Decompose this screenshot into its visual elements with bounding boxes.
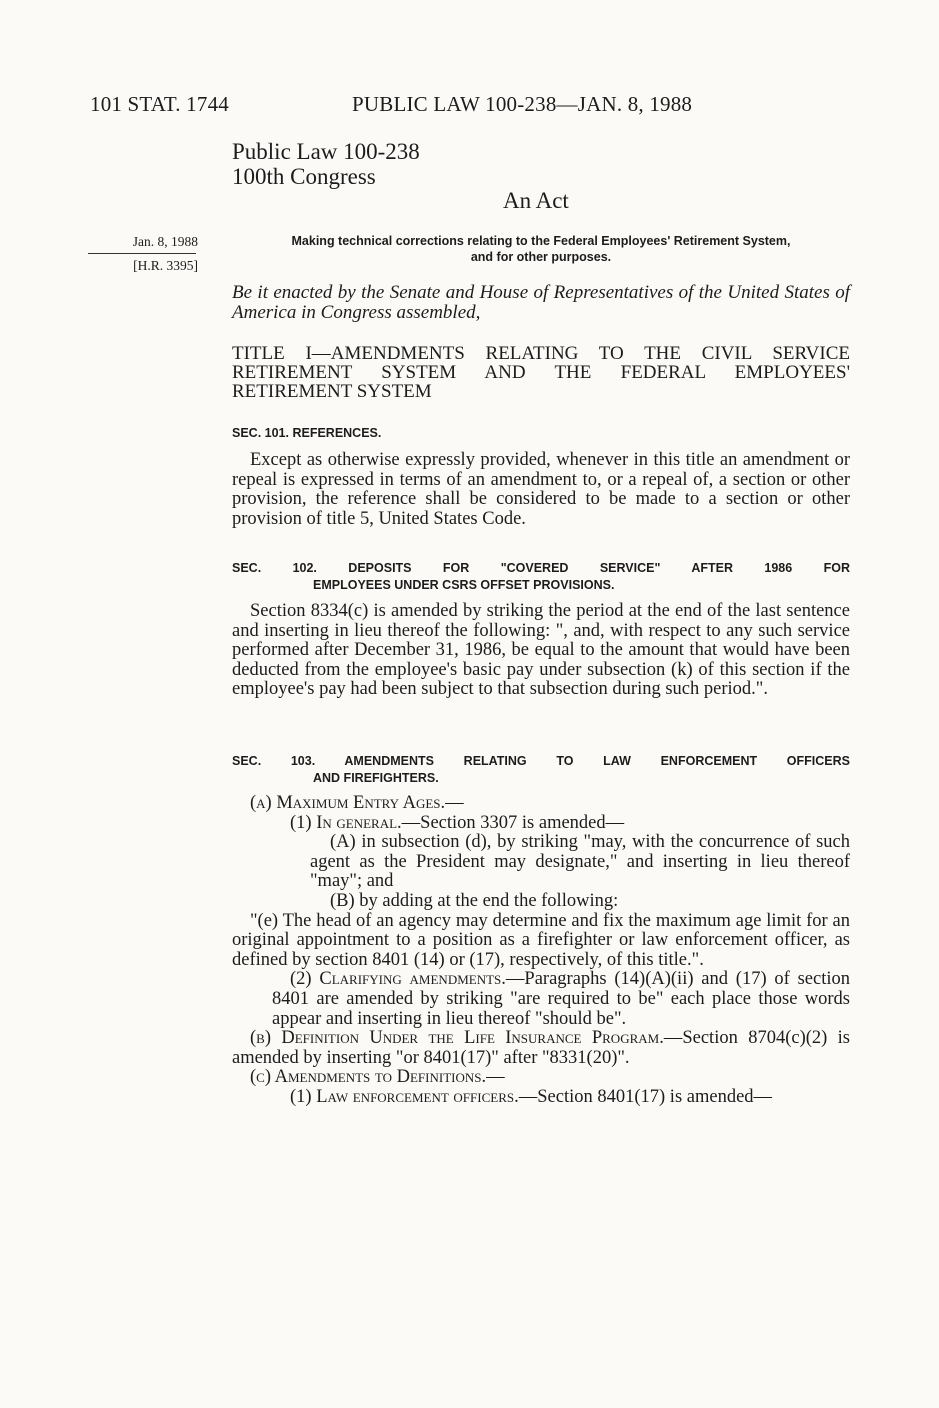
enacting-clause: Be it enacted by the Senate and House of Representatives of the United States of America in Congress assembled, — [232, 282, 850, 323]
enactment-date: Jan. 8, 1988 — [132, 234, 198, 249]
section-102 — [232, 560, 850, 700]
margin-rule — [88, 253, 196, 254]
paragraph-c1-text: —Section 8401(17) is amended— — [518, 1086, 773, 1107]
paragraph-a2 — [232, 970, 850, 1029]
running-head-title: PUBLIC LAW 100-238—JAN. 8, 1988 — [352, 92, 693, 116]
bill-number: [H.R. 3395] — [133, 258, 198, 273]
paragraph-a1 — [232, 814, 850, 834]
subsection-b-text: —Section 8704(c)(2) is amended by inserting "or 8401(17)" after "8331(20)". — [232, 1028, 851, 1068]
section-103-heading-line-1: SEC. 103. AMENDMENTS RELATING TO LAW ENFORCEMENT OFFICERS — [232, 754, 850, 768]
paragraph-c1 — [232, 1088, 850, 1108]
statute-page-number: 101 STAT. 1744 — [90, 92, 229, 116]
section-102-text: Section 8334(c) is amended by striking the period at the end of the last sentence and inserting in lieu thereof the following: ", and, with respect to any such service performed after December 31, 1986, be equal to the amount that would have been deducted from the employee's basic pay under subsection (k) of this section if the employee's pay had been subject to that subsection during such period.". — [232, 601, 850, 700]
section-103-heading-line-2: AND FIREFIGHTERS. — [313, 771, 439, 785]
section-101-heading: SEC. 101. REFERENCES. — [232, 426, 382, 440]
section-101 — [232, 425, 850, 529]
paragraph-a2-text: —Paragraphs (14)(A)(ii) and (17) of section 8401 are amended by striking "are required to be" each place those words appear and inserting in lieu thereof "should be". — [272, 969, 850, 1029]
paragraph-a2-heading: (2) Clarifying amendments. — [290, 969, 506, 990]
law-title-block — [232, 139, 420, 189]
section-103 — [232, 753, 850, 1108]
subsection-b — [232, 1029, 850, 1068]
running-head — [90, 92, 730, 117]
purpose-clause — [232, 233, 850, 265]
paragraph-a1-heading: (1) In general. — [290, 812, 402, 833]
paragraph-c1-heading: (1) Law enforcement officers. — [290, 1086, 519, 1107]
section-102-heading-line-1: SEC. 102. DEPOSITS FOR "COVERED SERVICE" AFTER 1986 FOR — [232, 561, 850, 575]
clause-a1B: (B) by adding at the end the following: — [330, 890, 619, 911]
bleed-through-decoration — [510, 150, 514, 168]
section-102-heading-line-2: EMPLOYEES UNDER CSRS OFFSET PROVISIONS. — [313, 578, 615, 592]
paragraph-a1-text: —Section 3307 is amended— — [401, 812, 625, 833]
congress-number: 100th Congress — [232, 164, 376, 189]
section-101-text: Except as otherwise expressly provided, whenever in this title an amendment or repeal is expressed in terms of an amendment to, or a repeal of, a section or other provision, the reference shall be considered to be made to a section or other provision of title 5, United States Code. — [232, 450, 850, 529]
margin-note — [88, 231, 198, 276]
purpose-line-1: Making technical corrections relating to the Federal Employees' Retirement System, — [291, 234, 791, 248]
subsection-a-heading: (a) Maximum Entry Ages.— — [250, 793, 464, 813]
public-law-number: Public Law 100-238 — [232, 139, 420, 164]
subsection-b-heading: (b) Definition Under the Life Insurance Program. — [250, 1028, 664, 1049]
title-heading: TITLE I—AMENDMENTS RELATING TO THE CIVIL SERVICE RETIREMENT SYSTEM AND THE FEDERAL EMPLOYEES' RETIREMENT SYSTEM — [232, 343, 850, 402]
subsection-c-heading: (c) Amendments to Definitions.— — [250, 1067, 505, 1088]
purpose-line-2: and for other purposes. — [470, 250, 612, 264]
quoted-subsection-e: "(e) The head of an agency may determine and fix the maximum age limit for an original appointment to a position as a firefighter or law enforcement officer, as defined by section 8401 (14) or (17), respectively, of this title.". — [232, 910, 850, 970]
an-act-label: An Act — [503, 188, 569, 213]
clause-a1A: (A) in subsection (d), by striking "may, with the concurrence of such agent as the President may designate," and inserting in lieu thereof "may"; and — [310, 832, 850, 892]
